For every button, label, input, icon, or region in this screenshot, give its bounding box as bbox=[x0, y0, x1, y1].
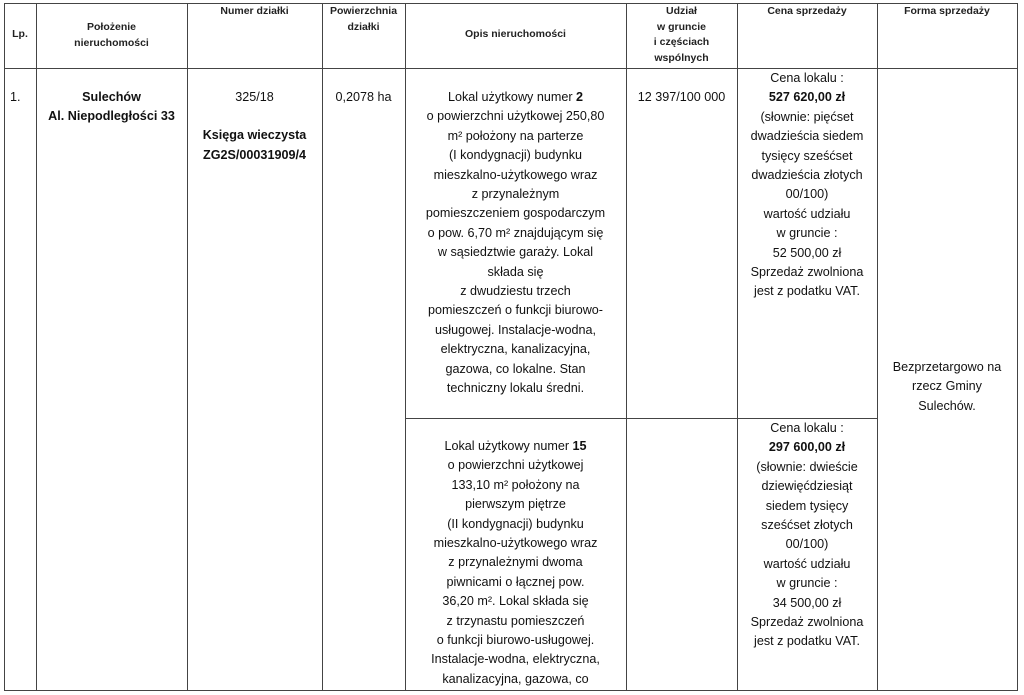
price-line: wartość udziału bbox=[763, 556, 851, 571]
header-cena: Cena sprzedaży bbox=[767, 5, 847, 17]
header-forma: Forma sprzedaży bbox=[904, 5, 990, 17]
land-register-label: Księga wieczysta bbox=[202, 128, 307, 143]
row-lp: 1. bbox=[10, 90, 21, 104]
price-label: Cena lokalu : bbox=[770, 421, 844, 435]
spacer bbox=[187, 107, 322, 126]
description-line: o pow. 6,70 m² znajdującym się bbox=[427, 225, 604, 240]
lokal-number: 2 bbox=[576, 90, 584, 104]
price-line: 00/100) bbox=[785, 187, 829, 202]
description-line: elektryczna, kanalizacyjna, bbox=[440, 342, 591, 357]
price-line: dwadzieścia siedem bbox=[750, 129, 864, 144]
description-line: mieszkalno-użytkowego wraz bbox=[433, 167, 598, 182]
price-line: jest z podatku VAT. bbox=[754, 284, 860, 299]
header-line: działki bbox=[347, 20, 380, 33]
description-line: z dwudziestu trzech bbox=[460, 284, 571, 299]
lokal-title-prefix: Lokal użytkowy numer bbox=[447, 90, 577, 104]
lokal-title bbox=[405, 88, 626, 107]
price-line: w gruncie : bbox=[776, 226, 838, 241]
description-line: z przynależnymi dwoma bbox=[448, 555, 583, 570]
row-udzial: 12 397/100 000 bbox=[637, 90, 726, 104]
description-line: pierwszym piętrze bbox=[465, 497, 566, 512]
price-line: 34 500,00 zł bbox=[772, 595, 842, 610]
row-forma bbox=[877, 358, 1017, 416]
description-line: (I kondygnacji) budynku bbox=[448, 148, 582, 163]
price-line: sześćset złotych bbox=[761, 518, 853, 533]
description-line: z przynależnym bbox=[471, 187, 560, 202]
lokal-title bbox=[405, 437, 626, 456]
col-line bbox=[1017, 3, 1018, 691]
description-line: w sąsiedztwie garaży. Lokal bbox=[437, 245, 594, 260]
price-line: dziewięćdziesiąt bbox=[761, 479, 853, 494]
description-line: (II kondygnacji) budynku bbox=[447, 516, 584, 531]
price-line: w gruncie : bbox=[776, 576, 838, 591]
header-line: nieruchomości bbox=[74, 36, 149, 49]
price-line: Sprzedaż zwolniona bbox=[750, 265, 864, 280]
price-line: siedem tysięcy bbox=[765, 498, 849, 513]
location-line: Sulechów bbox=[82, 90, 141, 104]
lokal-15-price bbox=[737, 419, 877, 652]
price-line: 00/100) bbox=[785, 537, 829, 552]
form-line: Bezprzetargowo na bbox=[892, 360, 1002, 374]
description-line: piwnicami o łącznej pow. bbox=[446, 574, 585, 589]
description-line: o powierzchni użytkowej 250,80 bbox=[426, 109, 605, 124]
description-line: z trzynastu pomieszczeń bbox=[446, 613, 585, 628]
price-line: wartość udziału bbox=[763, 206, 851, 221]
header-line: i częściach bbox=[653, 36, 710, 48]
lokal-2-price bbox=[737, 69, 877, 302]
description-line: pomieszczeniem gospodarczym bbox=[425, 206, 606, 221]
header-line: Udział bbox=[666, 5, 697, 17]
price-line: (słownie: pięćset bbox=[760, 109, 854, 124]
description-line: kanalizacyjna, gazowa, co bbox=[442, 671, 589, 686]
parcel-number: 325/18 bbox=[235, 90, 274, 104]
price-line: jest z podatku VAT. bbox=[754, 634, 860, 649]
row-powierzchnia: 0,2078 ha bbox=[335, 90, 392, 104]
description-line: 133,10 m² położony na bbox=[451, 477, 580, 492]
table-border-bottom bbox=[4, 690, 1018, 691]
description-line: Instalacje-wodna, elektryczna, bbox=[431, 652, 600, 667]
price-line: 52 500,00 zł bbox=[772, 245, 842, 260]
lokal-2-description bbox=[405, 88, 626, 399]
description-line: pomieszczeń o funkcji biurowo- bbox=[428, 303, 603, 318]
header-line: w gruncie bbox=[656, 20, 706, 33]
header-line: Położenie bbox=[86, 21, 136, 33]
lokal-15-description bbox=[405, 437, 626, 689]
description-line: techniczny lokalu średni. bbox=[446, 381, 585, 396]
form-line: Sulechów. bbox=[918, 398, 976, 413]
description-line: m² położony na parterze bbox=[447, 128, 584, 143]
description-line: mieszkalno-użytkowego wraz bbox=[433, 536, 598, 551]
price-line: Sprzedaż zwolniona bbox=[750, 615, 864, 630]
price-line: (słownie: dwieście bbox=[756, 459, 858, 474]
description-line: o funkcji biurowo-usługowej. bbox=[436, 633, 595, 648]
price-value: 297 600,00 zł bbox=[768, 440, 846, 455]
location-line: Al. Niepodległości 33 bbox=[48, 109, 175, 124]
description-line: składa się bbox=[487, 264, 544, 279]
price-label: Cena lokalu : bbox=[770, 71, 844, 85]
lokal-number: 15 bbox=[572, 439, 587, 453]
form-line: rzecz Gminy bbox=[912, 379, 982, 394]
row-polozenie bbox=[36, 88, 187, 127]
lokal-title-prefix: Lokal użytkowy numer bbox=[444, 439, 573, 453]
description-line: 36,20 m². Lokal składa się bbox=[442, 594, 589, 609]
price-line: dwadzieścia złotych bbox=[751, 168, 863, 183]
header-powierzchnia bbox=[322, 4, 405, 35]
header-lp: Lp. bbox=[12, 28, 28, 40]
description-line: usługowej. Instalacje-wodna, bbox=[434, 322, 596, 337]
col-line bbox=[877, 3, 878, 691]
header-line: wspólnych bbox=[654, 51, 709, 64]
description-line: o powierzchni użytkowej bbox=[447, 458, 584, 473]
header-polozenie bbox=[36, 20, 187, 51]
land-register-number: ZG2S/00031909/4 bbox=[203, 147, 306, 162]
description-line: gazowa, co lokalne. Stan bbox=[445, 361, 586, 376]
header-opis: Opis nieruchomości bbox=[465, 28, 566, 40]
header-line: Powierzchnia bbox=[329, 5, 398, 17]
row-numer bbox=[187, 88, 322, 165]
price-value: 527 620,00 zł bbox=[768, 90, 846, 105]
header-numer: Numer działki bbox=[220, 5, 289, 17]
price-line: tysięcy sześćset bbox=[761, 148, 853, 163]
header-udzial bbox=[626, 4, 737, 66]
